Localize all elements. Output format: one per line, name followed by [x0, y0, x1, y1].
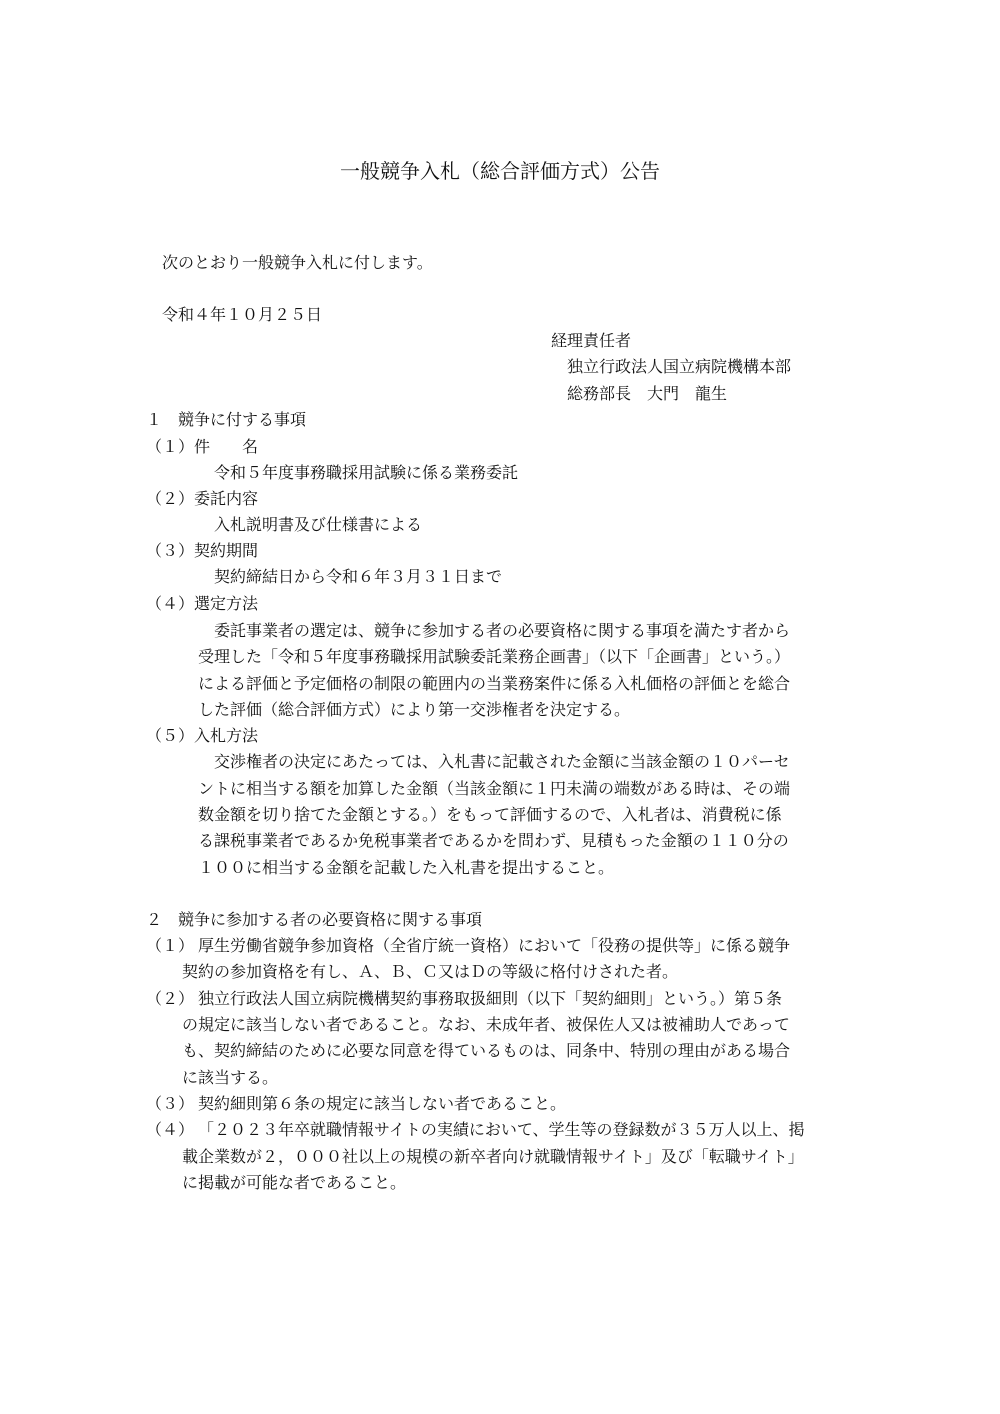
section1-item5-line2: ントに相当する額を加算した金額（当該金額に１円未満の端数がある時は、その端 — [198, 779, 791, 798]
section1-item5-line3: 数金額を切り捨てた金額とする。）をもって評価するので、入札者は、消費税に係 — [198, 805, 782, 824]
section2-item4-line3: に掲載が可能な者であること。 — [182, 1173, 407, 1192]
section2-item1-label: （１） — [146, 936, 195, 955]
section2-item3-label: （３） — [146, 1094, 195, 1113]
section2-item2-line1: 独立行政法人国立病院機構契約事務取扱細則（以下「契約細則」という。）第５条 — [198, 989, 783, 1008]
section1-item2-text: 入札説明書及び仕様書による — [214, 515, 423, 534]
section1-item4-line2: 受理した「令和５年度事務職採用試験委託業務企画書」（以下「企画書」という。） — [198, 647, 791, 666]
section2-item4-line2: 載企業数が２，０００社以上の規模の新卒者向け就職情報サイト」及び「転職サイト」 — [182, 1147, 804, 1166]
section1-item4-line4: した評価（総合評価方式）により第一交渉権者を決定する。 — [198, 700, 631, 719]
section1-item4-line3: による評価と予定価格の制限の範囲内の当業務案件に係る入札価格の評価とを総合 — [198, 674, 791, 693]
notice-date: 令和４年１０月２５日 — [162, 305, 323, 324]
section2-item4-line1: 「２０２３年卒就職情報サイトの実績において、学生等の登録数が３５万人以上、掲 — [198, 1120, 805, 1139]
section1-item5-line4: る課税事業者であるか免税事業者であるかを問わず、見積もった金額の１１０分の — [198, 831, 789, 850]
section1-item5-line1: 交渉権者の決定にあたっては、入札書に記載された金額に当該金額の１０パーセ — [214, 752, 790, 771]
section1-item2-label: （２）委託内容 — [146, 489, 259, 508]
section1-item1-text: 令和５年度事務職採用試験に係る業務委託 — [214, 463, 519, 482]
section1-item4-line1: 委託事業者の選定は、競争に参加する者の必要資格に関する事項を満たす者から — [214, 621, 791, 640]
section2-item2-line2: の規定に該当しない者であること。なお、未成年者、被保佐人又は被補助人であって — [182, 1015, 790, 1034]
section1-item5-label: （５）入札方法 — [146, 726, 259, 745]
section2-item2-line4: に該当する。 — [182, 1068, 279, 1087]
signatory-org: 独立行政法人国立病院機構本部 — [567, 357, 792, 376]
document-title: 一般競争入札（総合評価方式）公告 — [340, 159, 660, 183]
section2-item1-line1: 厚生労働省競争参加資格（全省庁統一資格）において「役務の提供等」に係る競争 — [198, 936, 791, 955]
section2-item2-line3: も、契約締結のために必要な同意を得ているものは、同条中、特別の理由がある場合 — [182, 1041, 791, 1060]
section1-item5-line5: １００に相当する金額を記載した入札書を提出すること。 — [198, 858, 615, 877]
section2-item3-line1: 契約細則第６条の規定に該当しない者であること。 — [198, 1094, 567, 1113]
section2-heading: ２ 競争に参加する者の必要資格に関する事項 — [146, 910, 483, 929]
section2-item4-label: （４） — [146, 1120, 195, 1139]
section2-item2-label: （２） — [146, 989, 195, 1008]
section1-item4-label: （４）選定方法 — [146, 594, 259, 613]
section1-item1-label: （１）件 名 — [146, 437, 259, 456]
intro-text: 次のとおり一般競争入札に付します。 — [162, 253, 433, 272]
signatory-role: 経理責任者 — [551, 331, 632, 350]
section1-item3-label: （３）契約期間 — [146, 541, 259, 560]
section1-heading: １ 競争に付する事項 — [146, 410, 307, 429]
section1-item3-text: 契約締結日から令和６年３月３１日まで — [214, 567, 503, 586]
section2-item1-line2: 契約の参加資格を有し、Ａ、Ｂ、Ｃ又はＤの等級に格付けされた者。 — [182, 962, 679, 981]
signatory-name: 総務部長 大門 龍生 — [567, 384, 728, 403]
